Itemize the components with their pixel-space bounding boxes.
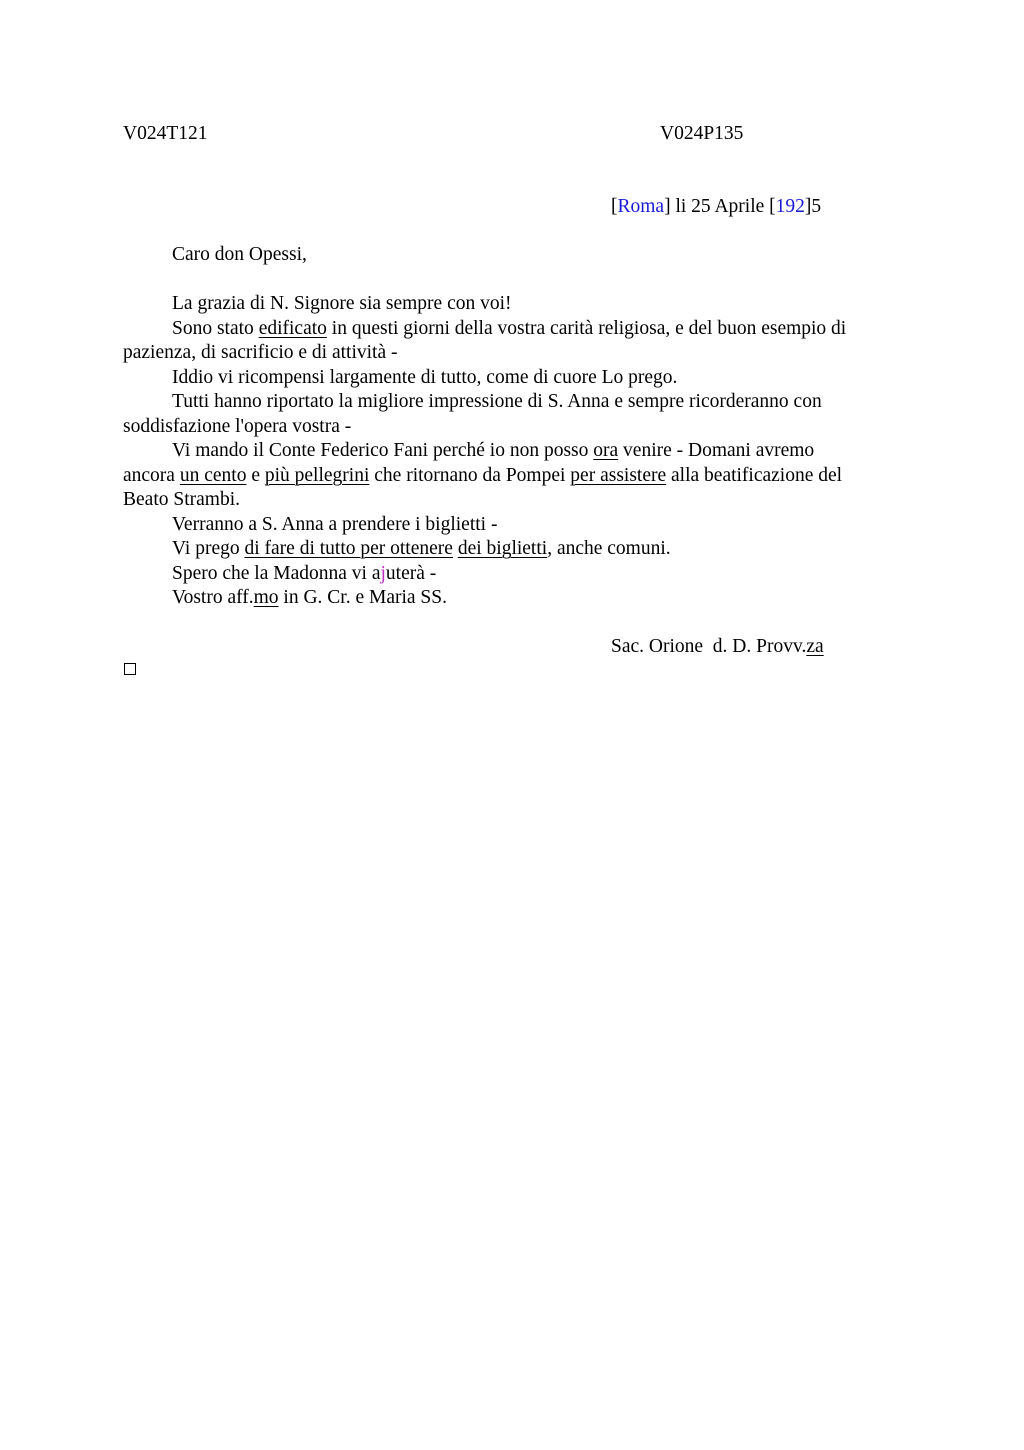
p7-underlined-2: dei biglietti: [457, 538, 548, 559]
p5-text-b: venire - Domani avremo ancora: [123, 440, 815, 486]
date-year-suffix: ]5: [804, 196, 822, 217]
date-year-prefix: 192: [775, 196, 805, 217]
date-bracket-open: [: [611, 196, 618, 217]
p7-underlined-1: di fare di tutto per ottenere: [244, 538, 453, 559]
end-marker-box: [124, 663, 136, 675]
paragraph-3: Iddio vi ricompensi largamente di tutto, come di cuore Lo prego.: [172, 366, 678, 388]
p5-text-e: alla beatificazione del Beato Strambi.: [123, 464, 843, 510]
p5-text-c: e: [246, 464, 265, 486]
p5-underlined-1: ora: [593, 440, 619, 461]
signature-underlined: za: [806, 636, 824, 657]
paragraph-1: La grazia di N. Signore sia sempre con voi!: [172, 293, 512, 314]
p8-text-b: uterà -: [385, 562, 437, 584]
p5-underlined-2: un cento: [179, 464, 247, 486]
p5-text-a: Vi mando il Conte Federico Fani perché io non posso: [172, 440, 594, 461]
paragraph-4: Tutti hanno riportato la migliore impressione di S. Anna e sempre ricorderanno con soddisfazione l'opera vostra -: [123, 391, 822, 437]
p7-text-a: Vi prego: [172, 538, 245, 559]
closing-underlined: mo: [253, 587, 279, 608]
p5-text-d: che ritornano da Pompei: [369, 464, 571, 486]
letter-body: [123, 243, 868, 611]
signature: [611, 635, 824, 660]
p2-text-b: in questi giorni della vostra carità religiosa, e del buon esempio di pazienza, di sacrificio e di attività -: [123, 317, 847, 363]
paragraph-6: Verranno a S. Anna a prendere i biglietti -: [172, 513, 498, 535]
signature-text: Sac. Orione d. D. Provv.: [611, 636, 807, 657]
closing-text-a: Vostro aff.: [172, 587, 254, 608]
document-code-right: V024P135: [660, 123, 744, 144]
date-place: Roma: [617, 196, 665, 217]
paragraph-2: [123, 317, 868, 366]
p7-text-c: , anche comuni.: [547, 538, 671, 559]
p5-underlined-4: per assistere: [570, 464, 667, 486]
paragraph-7: [123, 537, 868, 562]
paragraph-5: [123, 439, 868, 513]
p8-variant-letter: j: [380, 562, 386, 584]
salutation: Caro don Opessi,: [172, 244, 307, 265]
p2-text-a: Sono stato: [172, 317, 259, 339]
date-line: [611, 195, 821, 220]
closing-text-b: in G. Cr. e Maria SS.: [278, 587, 447, 608]
p2-underlined: edificato: [258, 317, 327, 339]
p8-text-a: Spero che la Madonna vi a: [172, 562, 381, 584]
closing: [123, 586, 868, 611]
date-text: ] li 25 Aprile [: [664, 196, 776, 217]
paragraph-8: [123, 562, 868, 587]
p5-underlined-3: più pellegrini: [264, 464, 370, 486]
document-code-left: V024T121: [123, 123, 208, 144]
